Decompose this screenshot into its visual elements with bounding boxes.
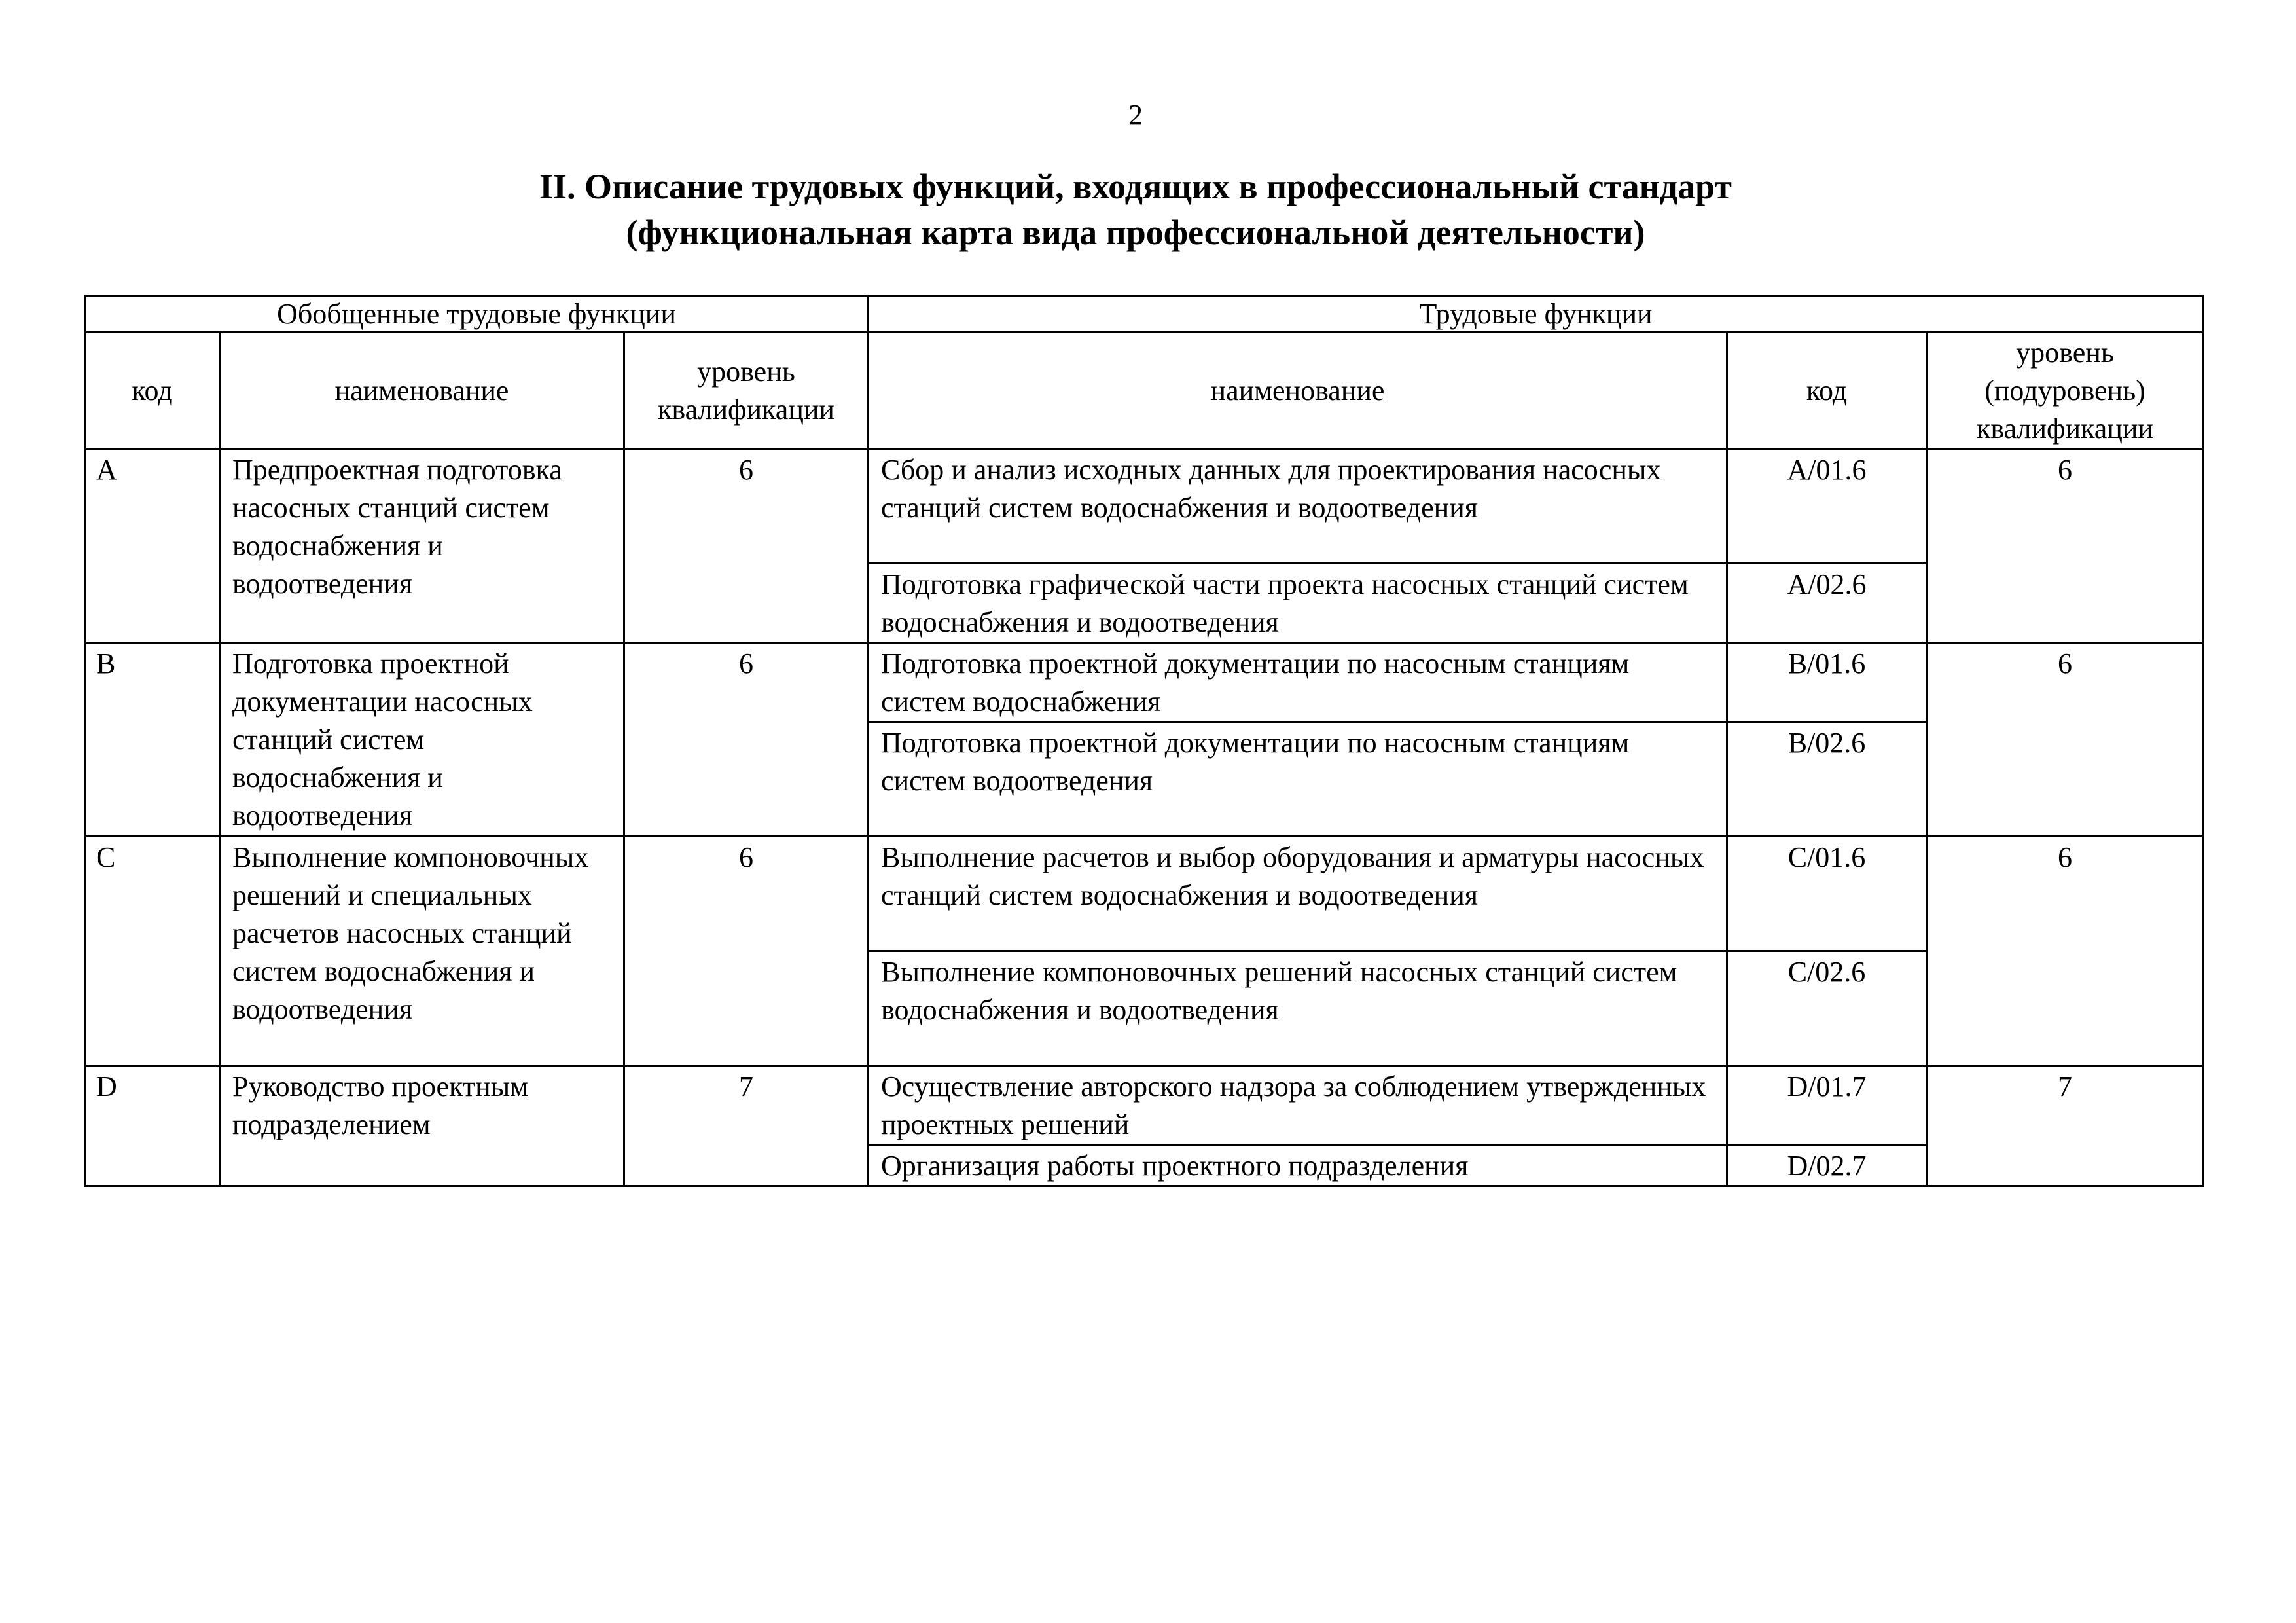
gf-level: 6 [624, 449, 869, 643]
gf-level: 6 [624, 643, 869, 837]
tf-name: Сбор и анализ исходных данных для проектирования насосных станций систем водоснабжения и водоотведения [869, 449, 1727, 564]
gf-level: 6 [624, 837, 869, 1066]
gf-code: A [85, 449, 220, 643]
tf-level: 7 [1927, 1066, 2204, 1186]
tf-name: Выполнение компоновочных решений насосных станций систем водоснабжения и водоотведения [869, 951, 1727, 1066]
tf-name: Подготовка проектной документации по насосным станциям систем водоснабжения [869, 643, 1727, 722]
col-gf-level: уровень квалификации [624, 332, 869, 449]
gf-code: C [85, 837, 220, 1066]
functional-map-table [84, 295, 2204, 1187]
tf-name: Подготовка проектной документации по насосным станциям систем водоотведения [869, 722, 1727, 837]
table-row [85, 643, 2204, 722]
gf-code: D [85, 1066, 220, 1186]
col-gf-name: наименование [220, 332, 624, 449]
gf-code: B [85, 643, 220, 837]
tf-code: C/01.6 [1727, 837, 1927, 951]
tf-code: A/02.6 [1727, 564, 1927, 643]
tf-code: D/02.7 [1727, 1145, 1927, 1186]
table-row [85, 449, 2204, 564]
tf-level: 6 [1927, 643, 2204, 837]
tf-code: B/02.6 [1727, 722, 1927, 837]
title-line-1: II. Описание трудовых функций, входящих в профессиональный стандарт [539, 167, 1732, 206]
col-gf-code: код [85, 332, 220, 449]
table-row [85, 837, 2204, 951]
tf-level: 6 [1927, 837, 2204, 1066]
title-line-2: (функциональная карта вида профессиональной деятельности) [626, 213, 1645, 252]
tf-code: C/02.6 [1727, 951, 1927, 1066]
tf-code: B/01.6 [1727, 643, 1927, 722]
group-header-row [85, 296, 2204, 332]
tf-name: Выполнение расчетов и выбор оборудования и арматуры насосных станций систем водоснабжения и водоотведения [869, 837, 1727, 951]
page-number: 2 [1128, 99, 1143, 131]
gf-name: Подготовка проектной документации насосных станций систем водоснабжения и водоотведения [220, 643, 624, 837]
labor-functions-header: Трудовые функции [869, 296, 2204, 332]
col-tf-name: наименование [869, 332, 1727, 449]
tf-level: 6 [1927, 449, 2204, 643]
col-tf-level: уровень (подуровень) квалификации [1927, 332, 2204, 449]
tf-name: Осуществление авторского надзора за соблюдением утвержденных проектных решений [869, 1066, 1727, 1145]
tf-name: Организация работы проектного подразделения [869, 1145, 1727, 1186]
tf-name: Подготовка графической части проекта насосных станций систем водоснабжения и водоотведения [869, 564, 1727, 643]
tf-code: A/01.6 [1727, 449, 1927, 564]
gf-level: 7 [624, 1066, 869, 1186]
page-title [0, 164, 2271, 255]
generalized-functions-header: Обобщенные трудовые функции [85, 296, 869, 332]
column-header-row [85, 332, 2204, 449]
table-row [85, 1066, 2204, 1145]
gf-name: Предпроектная подготовка насосных станций систем водоснабжения и водоотведения [220, 449, 624, 643]
tf-code: D/01.7 [1727, 1066, 1927, 1145]
col-tf-code: код [1727, 332, 1927, 449]
gf-name: Руководство проектным подразделением [220, 1066, 624, 1186]
gf-name: Выполнение компоновочных решений и специальных расчетов насосных станций систем водоснабжения и водоотведения [220, 837, 624, 1066]
